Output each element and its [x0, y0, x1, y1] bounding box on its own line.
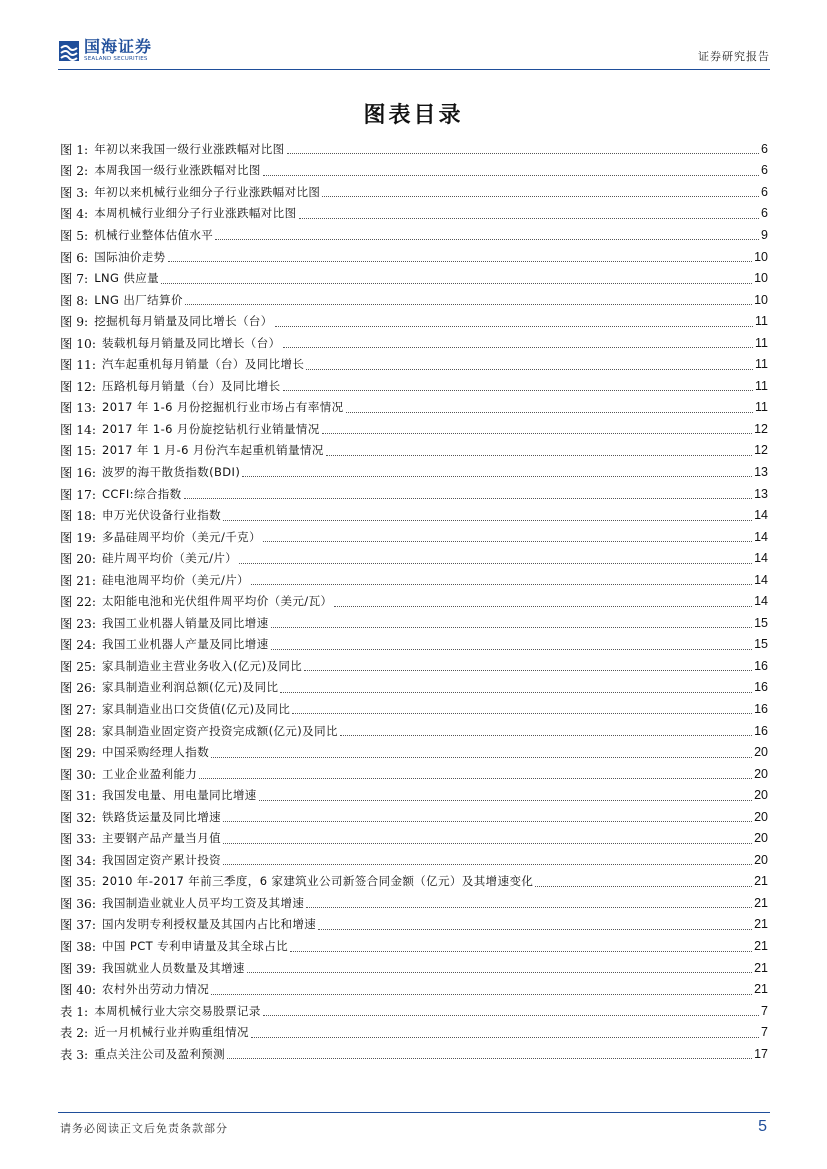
- toc-entry-title: 硅电池周平均价（美元/片）: [102, 572, 250, 587]
- toc-leader-dots: [346, 412, 754, 413]
- toc-entry-page: 6: [761, 206, 768, 221]
- toc-leader-dots: [263, 541, 752, 542]
- toc-entry-page: 21: [754, 874, 768, 889]
- toc-leader-dots: [185, 304, 752, 305]
- toc-entry-label: 图 32:: [60, 810, 96, 825]
- toc-entry-title: 本周我国一级行业涨跌幅对比图: [94, 163, 261, 178]
- toc-leader-dots: [215, 239, 759, 240]
- toc-leader-dots: [263, 1015, 759, 1016]
- toc-entry-page: 17: [754, 1046, 768, 1061]
- toc-entry-title: 铁路货运量及同比增速: [102, 809, 221, 824]
- toc-entry[interactable]: [60, 978, 768, 1000]
- sealand-logo-icon: [58, 39, 80, 63]
- toc-entry[interactable]: [60, 655, 768, 677]
- toc-entry-label: 图 14:: [60, 422, 96, 437]
- toc-entry[interactable]: [60, 375, 768, 397]
- toc-entry-title: 工业企业盈利能力: [102, 766, 198, 781]
- toc-entry-title: 中国采购经理人指数: [102, 745, 210, 760]
- header-divider: [58, 69, 770, 70]
- toc-leader-dots: [334, 606, 752, 607]
- toc-entry-label: 表 2:: [60, 1026, 89, 1041]
- toc-entry[interactable]: [60, 612, 768, 634]
- toc-entry[interactable]: [60, 397, 768, 419]
- toc-entry-title: 本周机械行业大宗交易股票记录: [94, 1003, 261, 1018]
- toc-entry-page: 14: [754, 594, 768, 609]
- toc-entry[interactable]: [60, 224, 768, 246]
- toc-entry-label: 图 37:: [60, 918, 96, 933]
- toc-entry-label: 表 1:: [60, 1004, 89, 1019]
- toc-entry[interactable]: [60, 634, 768, 656]
- toc-entry[interactable]: [60, 246, 768, 268]
- toc-entry-page: 15: [754, 637, 768, 652]
- toc-entry-label: 图 3:: [60, 185, 89, 200]
- toc-entry[interactable]: [60, 784, 768, 806]
- toc-entry-label: 图 5:: [60, 228, 89, 243]
- toc-entry-page: 20: [754, 809, 768, 824]
- toc-entry-label: 图 27:: [60, 702, 96, 717]
- toc-entry-title: 家具制造业利润总额(亿元)及同比: [102, 680, 279, 695]
- toc-entry-page: 13: [754, 464, 768, 479]
- toc-entry-title: 本周机械行业细分子行业涨跌幅对比图: [94, 206, 297, 221]
- toc-entry-label: 图 18:: [60, 509, 96, 524]
- toc-entry[interactable]: [60, 353, 768, 375]
- toc-entry-page: 6: [761, 141, 768, 156]
- toc-entry-label: 图 38:: [60, 940, 96, 954]
- toc-entry-label: 图 16:: [60, 465, 96, 480]
- toc-entry-page: 14: [754, 508, 768, 523]
- toc-entry[interactable]: [60, 892, 768, 914]
- toc-entry[interactable]: [60, 1043, 768, 1065]
- toc-entry-label: 图 33:: [60, 832, 96, 847]
- toc-leader-dots: [304, 670, 752, 671]
- toc-entry-page: 21: [754, 917, 768, 932]
- toc-entry[interactable]: [60, 267, 768, 289]
- toc-entry-title: 我国工业机器人产量及同比增速: [102, 637, 269, 652]
- toc-entry[interactable]: [60, 741, 768, 763]
- table-of-figures: [60, 138, 768, 1065]
- toc-leader-dots: [271, 627, 752, 628]
- toc-entry-title: 2017 年 1 月-6 月份汽车起重机销量情况: [102, 443, 324, 458]
- toc-entry-label: 图 10:: [60, 336, 96, 351]
- toc-entry-label: 图 23:: [60, 616, 96, 631]
- toc-entry[interactable]: [60, 957, 768, 979]
- toc-leader-dots: [263, 175, 759, 176]
- toc-entry-title: 硅片周平均价（美元/片）: [102, 551, 238, 566]
- toc-entry[interactable]: [60, 440, 768, 462]
- toc-leader-dots: [318, 929, 752, 930]
- toc-entry-page: 14: [754, 551, 768, 566]
- toc-entry-label: 图 25:: [60, 659, 96, 674]
- toc-entry[interactable]: [60, 138, 768, 160]
- toc-entry[interactable]: [60, 1000, 768, 1022]
- toc-entry-label: 图 15:: [60, 444, 96, 459]
- toc-leader-dots: [251, 1037, 759, 1038]
- toc-entry-label: 图 11:: [60, 358, 96, 373]
- toc-entry-page: 20: [754, 852, 768, 867]
- toc-entry[interactable]: [60, 504, 768, 526]
- toc-entry-label: 图 40:: [60, 983, 96, 998]
- toc-entry-title: 农村外出劳动力情况: [102, 982, 210, 997]
- toc-leader-dots: [211, 757, 752, 758]
- report-type-label: 证券研究报告: [698, 50, 770, 63]
- toc-leader-dots: [239, 563, 752, 564]
- toc-leader-dots: [283, 390, 754, 391]
- toc-entry-page: 21: [754, 895, 768, 910]
- toc-entry-label: 图 21:: [60, 573, 96, 588]
- toc-entry[interactable]: [60, 289, 768, 311]
- toc-entry[interactable]: [60, 526, 768, 548]
- toc-entry-page: 15: [754, 615, 768, 630]
- toc-entry-label: 图 29:: [60, 746, 96, 761]
- toc-leader-dots: [322, 433, 752, 434]
- toc-leader-dots: [168, 261, 753, 262]
- footer-divider: [58, 1112, 770, 1113]
- toc-entry[interactable]: [60, 310, 768, 332]
- toc-entry-page: 10: [754, 292, 768, 307]
- toc-entry-page: 14: [754, 572, 768, 587]
- toc-entry-title: 我国制造业就业人员平均工资及其增速: [102, 895, 305, 910]
- toc-leader-dots: [199, 778, 752, 779]
- toc-entry-title: 装载机每月销量及同比增长（台）: [102, 335, 281, 350]
- toc-entry-title: CCFI:综合指数: [102, 486, 182, 501]
- toc-entry-title: 压路机每月销量（台）及同比增长: [102, 378, 281, 393]
- toc-entry-page: 10: [754, 249, 768, 264]
- toc-entry-label: 图 9:: [60, 315, 89, 330]
- toc-leader-dots: [326, 455, 752, 456]
- toc-entry-page: 6: [761, 184, 768, 199]
- toc-entry-page: 21: [754, 939, 768, 953]
- toc-entry-title: 申万光伏设备行业指数: [102, 508, 221, 523]
- toc-entry-label: 图 36:: [60, 896, 96, 911]
- toc-entry-page: 20: [754, 745, 768, 760]
- toc-entry[interactable]: [60, 569, 768, 591]
- toc-entry-title: 我国固定资产累计投资: [102, 852, 221, 867]
- toc-entry-label: 图 28:: [60, 724, 96, 739]
- toc-entry-label: 图 2:: [60, 164, 89, 179]
- toc-entry-title: 我国工业机器人销量及同比增速: [102, 615, 269, 630]
- page-header: [58, 36, 770, 66]
- toc-entry[interactable]: [60, 871, 768, 893]
- toc-entry-label: 图 39:: [60, 961, 96, 976]
- toc-entry-title: 2010 年-2017 年前三季度，6 家建筑业公司新签合同金额（亿元）及其增速变化: [102, 874, 534, 889]
- toc-entry-title: LNG 出厂结算价: [94, 292, 183, 307]
- page-title: 图表目录: [363, 102, 464, 128]
- footer-disclaimer: 请务必阅读正文后免责条款部分: [60, 1122, 228, 1135]
- toc-leader-dots: [283, 347, 754, 348]
- toc-entry-page: 16: [754, 701, 768, 716]
- toc-entry-title: 太阳能电池和光伏组件周平均价（美元/瓦）: [102, 594, 333, 609]
- toc-leader-dots: [223, 520, 752, 521]
- toc-entry-page: 11: [755, 378, 768, 393]
- toc-leader-dots: [322, 196, 759, 197]
- toc-entry[interactable]: [60, 935, 768, 957]
- toc-entry-page: 20: [754, 766, 768, 781]
- toc-entry-label: 图 17:: [60, 487, 96, 502]
- toc-entry-page: 13: [754, 486, 768, 501]
- toc-leader-dots: [242, 476, 752, 477]
- toc-entry-title: 家具制造业主营业务收入(亿元)及同比: [102, 658, 303, 673]
- toc-entry-title: 我国发电量、用电量同比增速: [102, 788, 257, 803]
- toc-entry[interactable]: [60, 677, 768, 699]
- page-number: 5: [758, 1118, 767, 1135]
- toc-entry[interactable]: [60, 763, 768, 785]
- toc-leader-dots: [271, 649, 752, 650]
- toc-entry-title: 重点关注公司及盈利预测: [94, 1046, 226, 1061]
- toc-entry-page: 10: [754, 271, 768, 286]
- toc-leader-dots: [299, 218, 760, 219]
- toc-entry-title: 国际油价走势: [94, 249, 166, 264]
- toc-leader-dots: [251, 584, 752, 585]
- toc-entry-title: 国内发明专利授权量及其国内占比和增速: [102, 917, 317, 932]
- toc-entry[interactable]: [60, 332, 768, 354]
- toc-entry-label: 图 1:: [60, 142, 89, 157]
- toc-leader-dots: [247, 972, 752, 973]
- toc-entry-label: 图 22:: [60, 595, 96, 610]
- toc-entry[interactable]: [60, 720, 768, 742]
- toc-entry-title: 挖掘机每月销量及同比增长（台）: [94, 314, 273, 329]
- toc-entry-label: 图 7:: [60, 272, 89, 287]
- toc-entry-label: 图 12:: [60, 379, 96, 394]
- toc-entry[interactable]: [60, 160, 768, 182]
- toc-entry-label: 图 20:: [60, 552, 96, 567]
- toc-leader-dots: [340, 735, 752, 736]
- toc-entry[interactable]: [60, 461, 768, 483]
- toc-entry-title: 近一月机械行业并购重组情况: [94, 1025, 249, 1040]
- toc-entry-page: 12: [754, 443, 768, 458]
- company-logo: [58, 36, 152, 66]
- toc-entry-page: 21: [754, 982, 768, 997]
- toc-entry-title: 中国 PCT 专利申请量及其全球占比: [102, 939, 288, 953]
- toc-entry-title: 波罗的海干散货指数(BDI): [102, 464, 241, 479]
- toc-entry-page: 21: [754, 960, 768, 975]
- toc-entry[interactable]: [60, 806, 768, 828]
- toc-entry-page: 20: [754, 831, 768, 846]
- toc-entry[interactable]: [60, 418, 768, 440]
- toc-entry-page: 7: [761, 1025, 768, 1040]
- toc-entry[interactable]: [60, 914, 768, 936]
- toc-entry-label: 图 35:: [60, 875, 96, 890]
- logo-chinese-name: 国海证券: [84, 37, 153, 57]
- toc-entry-label: 图 30:: [60, 767, 96, 782]
- toc-entry-label: 图 4:: [60, 207, 89, 222]
- toc-entry-page: 12: [754, 421, 768, 436]
- toc-leader-dots: [306, 907, 752, 908]
- toc-leader-dots: [287, 153, 759, 154]
- toc-leader-dots: [223, 864, 752, 865]
- toc-entry-title: LNG 供应量: [94, 271, 160, 286]
- toc-entry-title: 汽车起重机每月销量（台）及同比增长: [102, 357, 305, 372]
- toc-entry-title: 年初以来我国一级行业涨跌幅对比图: [94, 141, 285, 156]
- toc-leader-dots: [280, 692, 752, 693]
- toc-entry[interactable]: [60, 849, 768, 871]
- toc-entry[interactable]: [60, 181, 768, 203]
- toc-entry-page: 20: [754, 788, 768, 803]
- toc-entry[interactable]: [60, 483, 768, 505]
- toc-entry-title: 2017 年 1-6 月份旋挖钻机行业销量情况: [102, 421, 320, 436]
- toc-leader-dots: [535, 886, 752, 887]
- toc-leader-dots: [292, 713, 752, 714]
- toc-leader-dots: [223, 821, 752, 822]
- toc-entry-page: 6: [761, 163, 768, 178]
- toc-entry-page: 11: [755, 400, 768, 415]
- toc-entry-title: 家具制造业出口交货值(亿元)及同比: [102, 701, 291, 716]
- toc-entry-page: 16: [754, 658, 768, 673]
- toc-leader-dots: [211, 994, 752, 995]
- toc-entry-label: 图 26:: [60, 681, 96, 696]
- toc-entry-label: 图 31:: [60, 789, 96, 804]
- toc-entry[interactable]: [60, 828, 768, 850]
- toc-entry-title: 年初以来机械行业细分子行业涨跌幅对比图: [94, 184, 321, 199]
- toc-entry-page: 7: [761, 1003, 768, 1018]
- toc-entry[interactable]: [60, 698, 768, 720]
- toc-entry-page: 11: [755, 357, 768, 372]
- toc-entry-title: 我国就业人员数量及其增速: [102, 960, 245, 975]
- toc-entry-label: 表 3:: [60, 1047, 89, 1062]
- toc-entry[interactable]: [60, 203, 768, 225]
- toc-entry-title: 多晶硅周平均价（美元/千克）: [102, 529, 261, 544]
- toc-entry-title: 家具制造业固定资产投资完成额(亿元)及同比: [102, 723, 338, 738]
- toc-entry-title: 机械行业整体估值水平: [94, 227, 214, 242]
- toc-entry[interactable]: [60, 547, 768, 569]
- toc-leader-dots: [227, 1058, 752, 1059]
- toc-entry[interactable]: [60, 1021, 768, 1043]
- toc-entry-label: 图 13:: [60, 401, 96, 416]
- toc-entry-label: 图 24:: [60, 638, 96, 653]
- toc-entry[interactable]: [60, 590, 768, 612]
- toc-entry-label: 图 8:: [60, 293, 89, 308]
- toc-leader-dots: [259, 800, 752, 801]
- toc-entry-page: 11: [755, 335, 768, 350]
- toc-entry-page: 14: [754, 529, 768, 544]
- toc-leader-dots: [290, 951, 752, 952]
- toc-leader-dots: [223, 843, 752, 844]
- toc-entry-label: 图 6:: [60, 250, 89, 265]
- toc-entry-page: 16: [754, 723, 768, 738]
- toc-leader-dots: [306, 369, 753, 370]
- toc-entry-title: 主要钢产品产量当月值: [102, 831, 221, 846]
- toc-entry-page: 11: [755, 314, 768, 329]
- toc-entry-label: 图 19:: [60, 530, 96, 545]
- toc-entry-page: 9: [761, 227, 768, 242]
- toc-leader-dots: [161, 283, 752, 284]
- toc-entry-title: 2017 年 1-6 月份挖掘机行业市场占有率情况: [102, 400, 344, 415]
- logo-english-name: SEALAND SECURITIES: [84, 56, 148, 63]
- toc-leader-dots: [275, 326, 753, 327]
- toc-entry-page: 16: [754, 680, 768, 695]
- toc-leader-dots: [184, 498, 753, 499]
- toc-entry-label: 图 34:: [60, 853, 96, 868]
